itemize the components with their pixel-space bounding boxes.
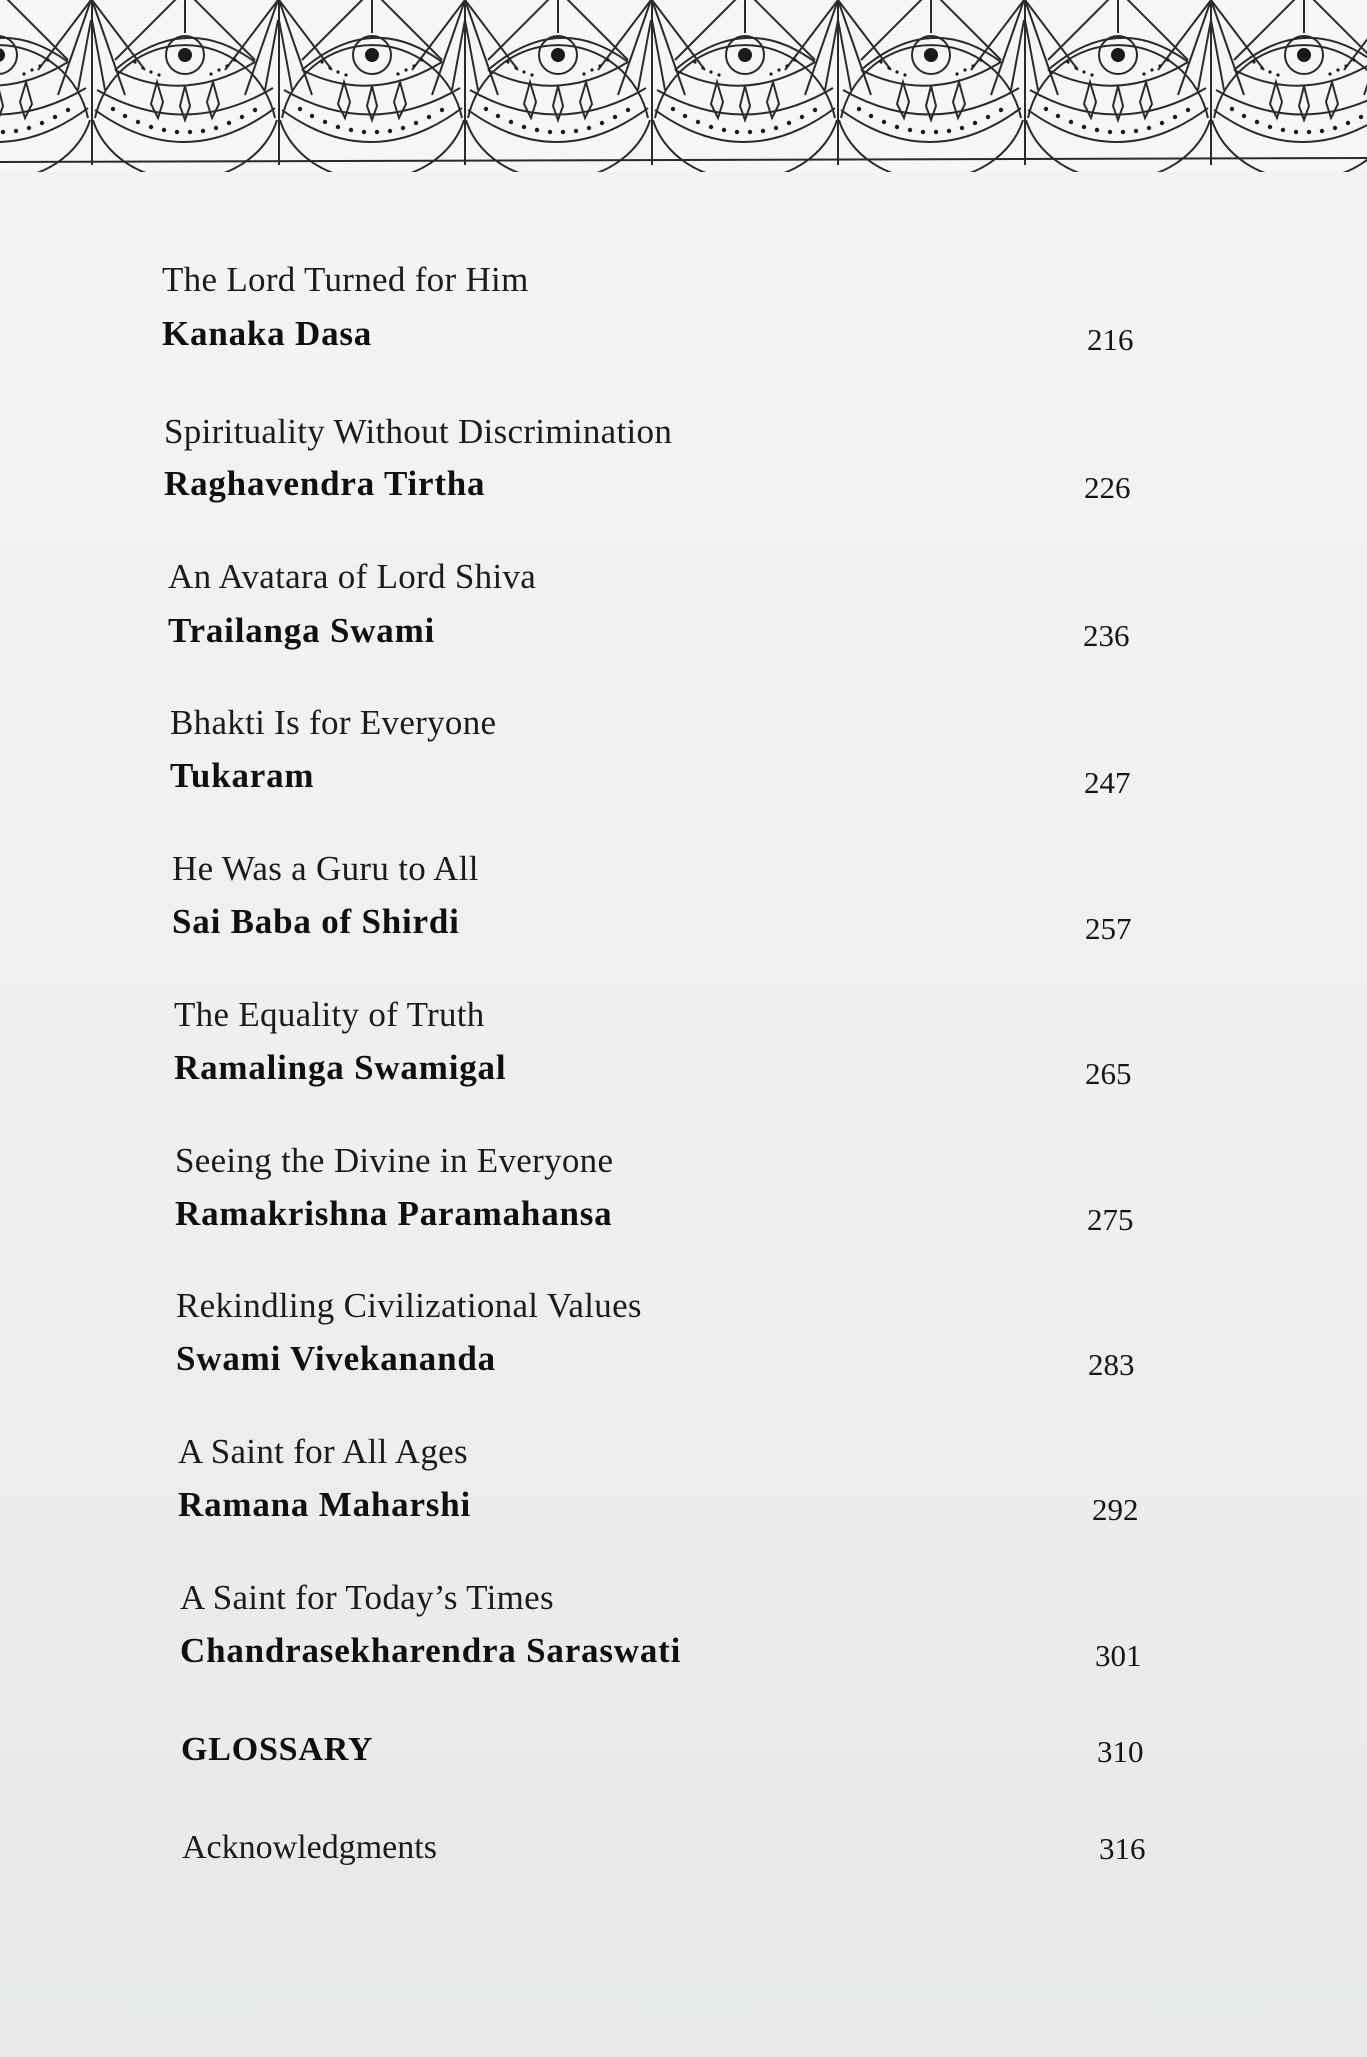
page-number: 316 [1099, 1831, 1146, 1866]
chapter-subject: Sai Baba of Shirdi [172, 902, 460, 941]
chapter-title: Rekindling Civilizational Values [176, 1286, 642, 1325]
page-number: 310 [1097, 1734, 1144, 1769]
chapter-subject: Swami Vivekananda [176, 1339, 496, 1378]
chapter-subject: Tukaram [170, 756, 315, 795]
chapter-title: He Was a Guru to All [172, 849, 479, 888]
chapter-subject: Kanaka Dasa [162, 314, 373, 353]
page-number: 275 [1087, 1202, 1134, 1237]
page-number: 236 [1083, 618, 1130, 653]
page-number: 226 [1084, 470, 1131, 505]
chapter-title: An Avatara of Lord Shiva [168, 557, 537, 596]
chapter-subject: Chandrasekharendra Saraswati [180, 1631, 682, 1670]
chapter-title: The Lord Turned for Him [162, 260, 529, 299]
chapter-subject: Trailanga Swami [168, 611, 436, 650]
chapter-subject: Ramalinga Swamigal [174, 1048, 507, 1087]
chapter-title: The Equality of Truth [174, 995, 485, 1034]
chapter-title: Seeing the Divine in Everyone [175, 1141, 614, 1180]
acknowledgments-label: Acknowledgments [182, 1829, 437, 1866]
page-number: 283 [1088, 1347, 1135, 1382]
chapter-subject: Ramakrishna Paramahansa [175, 1194, 613, 1233]
chapter-title: Bhakti Is for Everyone [170, 703, 497, 742]
glossary-label: GLOSSARY [181, 1731, 374, 1768]
chapter-subject: Ramana Maharshi [178, 1485, 471, 1524]
chapter-subject: Raghavendra Tirtha [164, 464, 486, 503]
page-number: 265 [1085, 1056, 1132, 1091]
page-number: 216 [1087, 322, 1134, 357]
chapter-title: Spirituality Without Discrimination [164, 412, 673, 451]
chapter-title: A Saint for Today’s Times [180, 1578, 554, 1617]
page-number: 292 [1092, 1492, 1139, 1527]
page-number: 301 [1095, 1638, 1142, 1673]
page-number: 257 [1085, 911, 1132, 946]
page-number: 247 [1084, 765, 1131, 800]
chapter-title: A Saint for All Ages [178, 1432, 468, 1471]
